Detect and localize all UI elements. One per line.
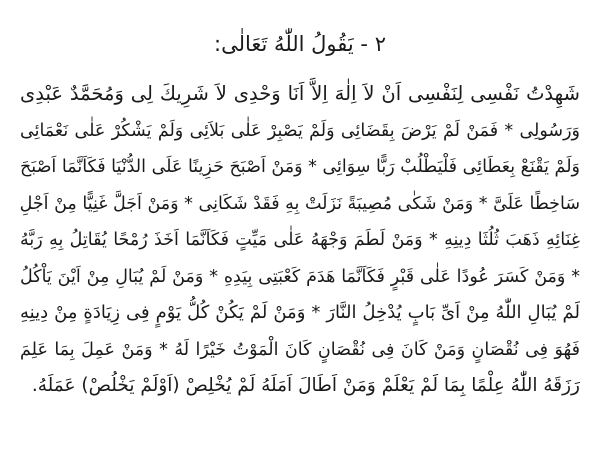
text-line: شَهِدْتُ نَفْسِى لِنَفْسِى اَنْ لاَ اِلٰهَ اِلاَّ اَنَا وَحْدِى لاَ شَرِيكَ لِى وَمُحَمَّدٌ عَبْدِى xyxy=(20,82,580,105)
text-line: سَاخِطًا عَلَىَّ * وَمَنْ شَكٰى مُصِيبَةً نَزَلَتْ بِهِ فَقَدْ شَكَانِى * وَمَنْ اَجَلَّ غَنِيًّا مِنْ اَجْلِ xyxy=(20,193,580,214)
text-line: رَزَقَهُ اللّٰهُ عِلْمًا بِمَا لَمْ يَعْلَمْ وَمَنْ اَطَالَ اَمَلَهُ لَمْ يُخْلِصْ (اَوْلَمْ يَخْلُصْ) عَمَلَهُ. xyxy=(31,375,580,396)
text-line: * وَمَنْ كَسَرَ عُودًا عَلٰى قَبْرٍ فَكَاَنَّمَا هَدَمَ كَعْبَتِى بِيَدِهِ * وَمَنْ لَمْ يُبَالِ مِنْ اَيْنَ يَاْكُلُ xyxy=(20,266,580,287)
text-line: وَلَمْ يَقْنَعْ بِعَطَائِى فَلْيَطْلُبْ رَبًّا سِوَائِى * وَمَنْ اَصْبَحَ حَزِينًا عَلَى الدُّنْيَا فَكَاَنَّمَا اَصْبَحَ xyxy=(20,157,580,177)
text-line: غِنَائِهِ ذَهَبَ ثُلُثَا دِينِهِ * وَمَنْ لَطَمَ وَجْهَهُ عَلٰى مَيِّتٍ فَكَاَنَّمَا اَخَذَ رُمْحًا يُقَاتِلُ بِهِ رَبَّهُ xyxy=(20,230,580,250)
text-line: فَهُوَ فِى نُقْصَانٍ وَمَنْ كَانَ فِى نُقْصَانٍ كَانَ الْمَوْتُ خَيْرًا لَهُ * وَمَنْ عَمِلَ بِمَا عَلِمَ xyxy=(20,339,580,360)
section-heading: ٢ - يَقُولُ اللّٰهُ تَعَالٰى: xyxy=(214,32,386,56)
hadith-text xyxy=(20,76,580,405)
text-line: وَرَسُولِى * فَمَنْ لَمْ يَرْضَ بِقَضَائِى وَلَمْ يَصْبِرْ عَلٰى بَلاَئِى وَلَمْ يَشْكُرْ عَلٰى نَعْمَائِى xyxy=(20,120,580,141)
text-line: لَمْ يُبَالِ اللّٰهُ مِنْ اَىِّ بَابٍ يُدْخِلُ النَّارَ * وَمَنْ لَمْ يَكُنْ كُلُّ يَوْمٍ فِى زِيَادَةٍ مِنْ دِينِهِ xyxy=(20,302,580,323)
